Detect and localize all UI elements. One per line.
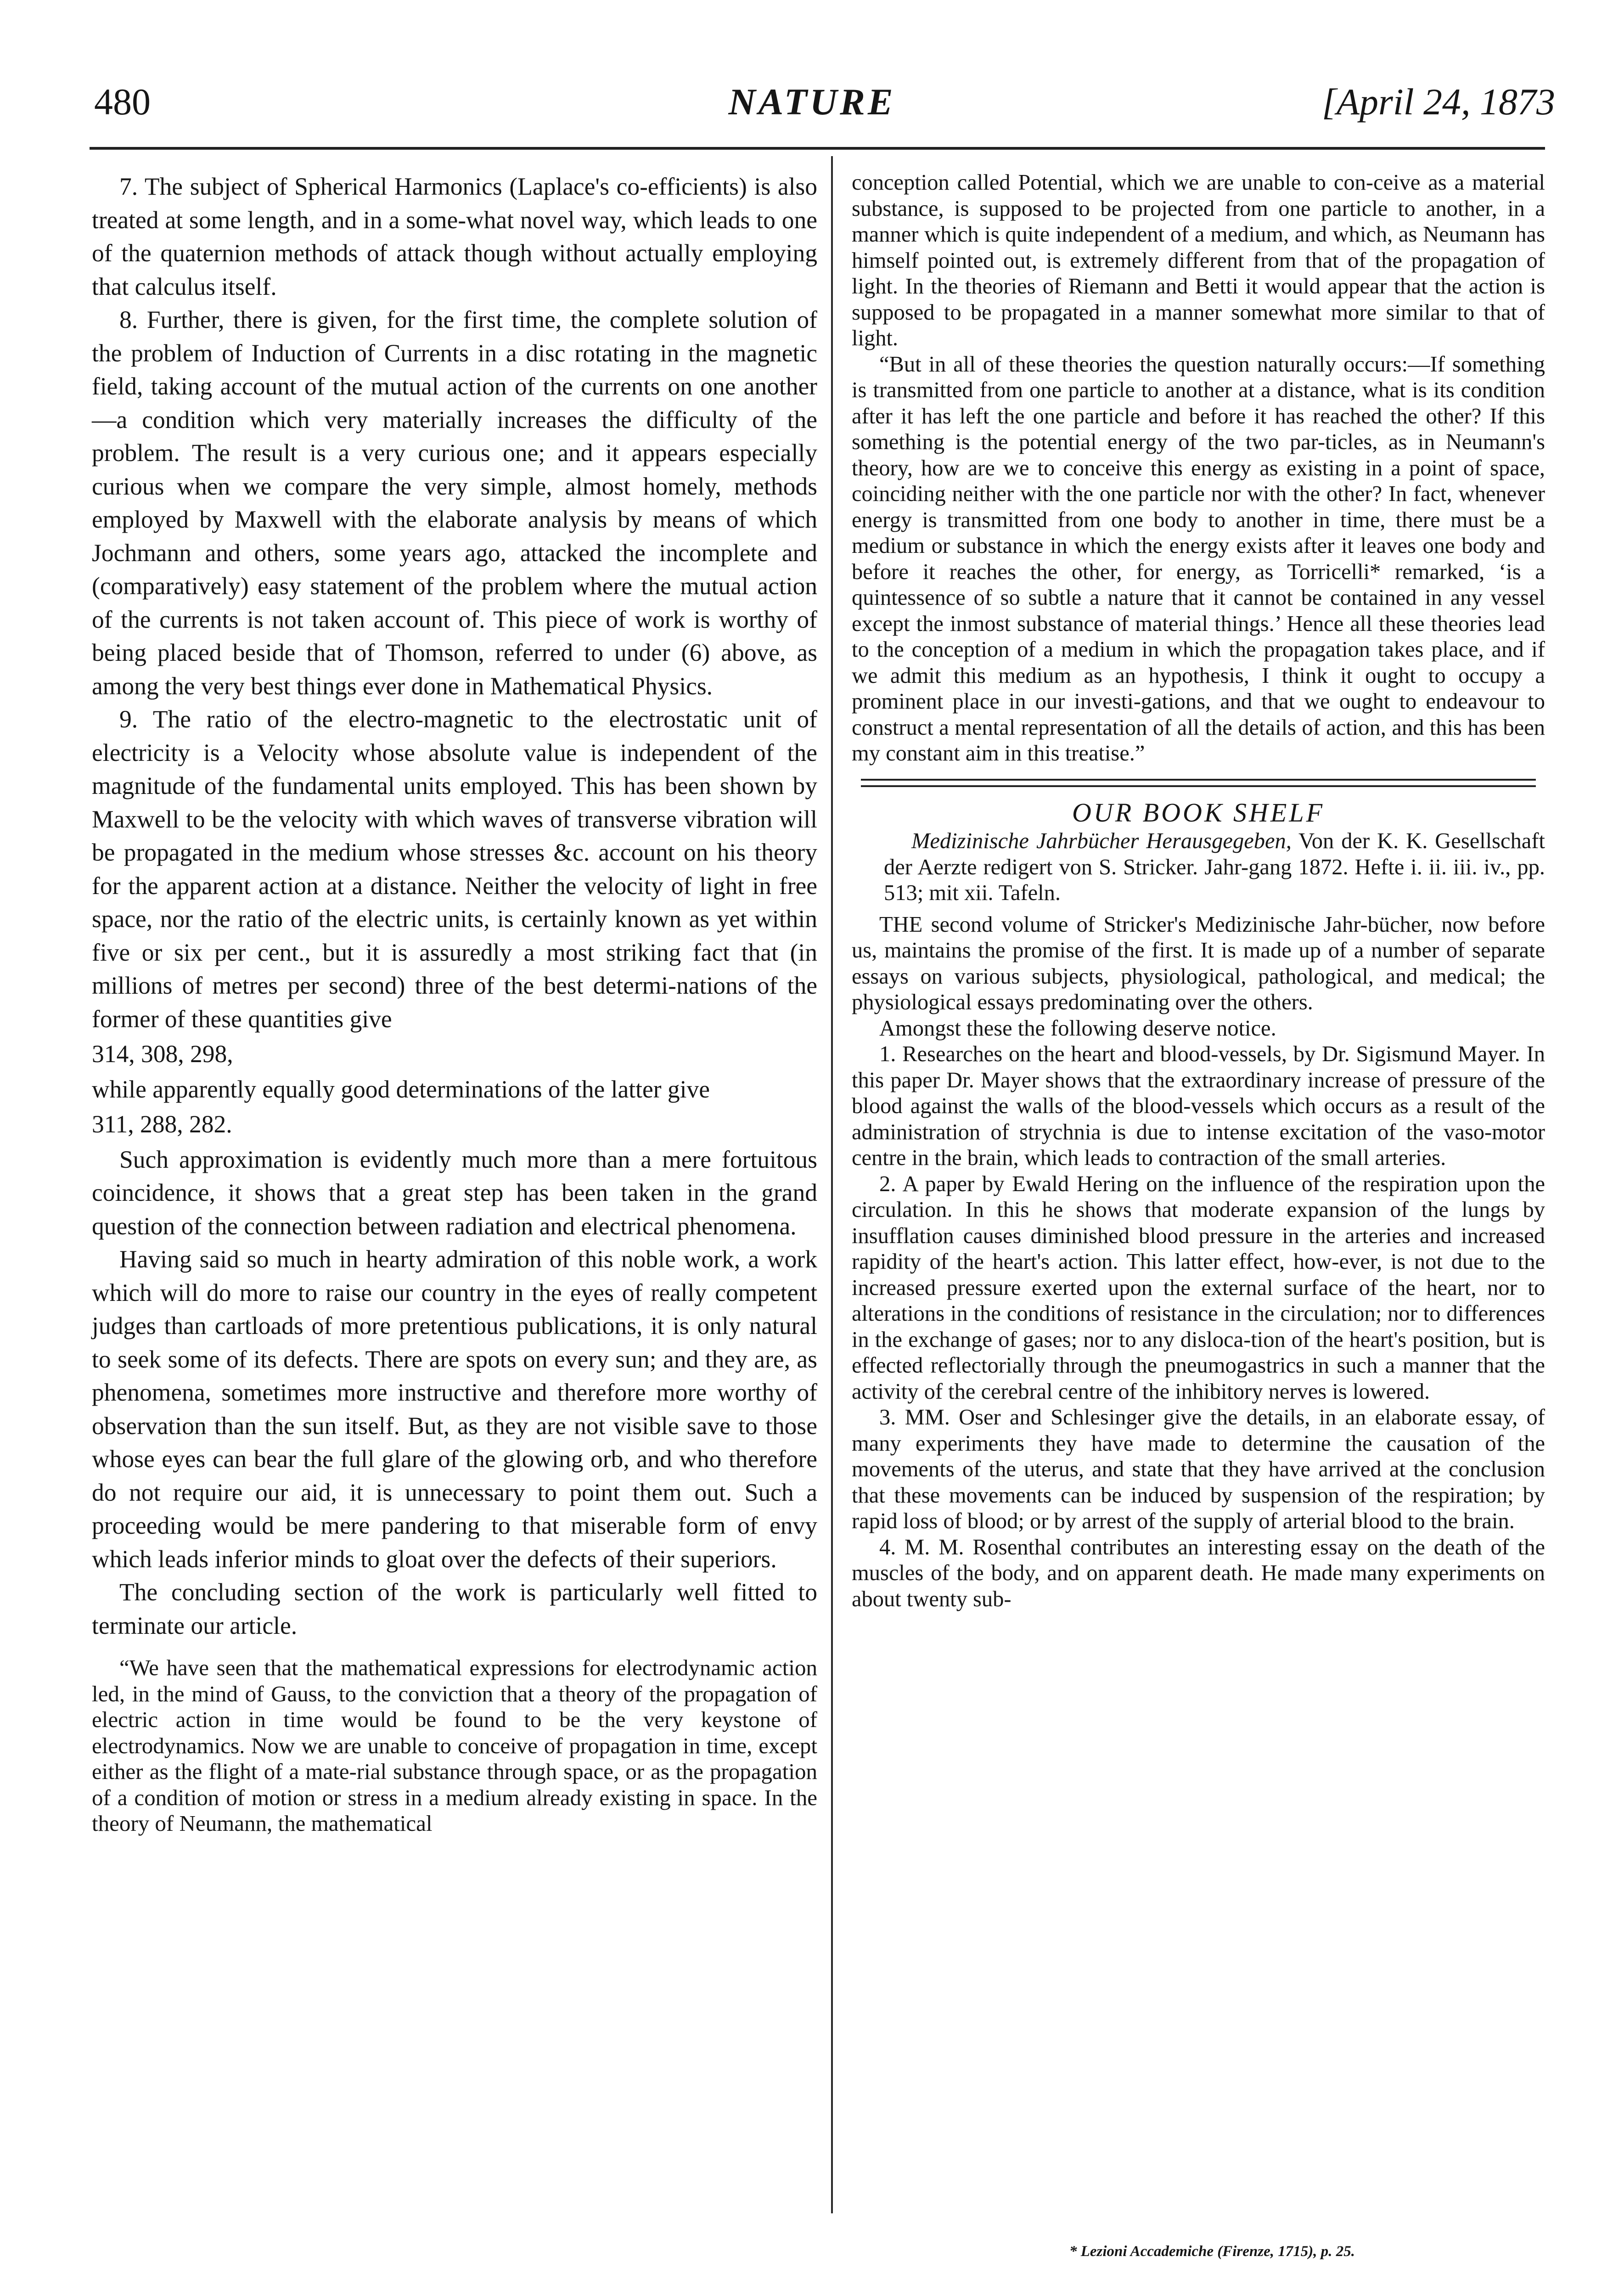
paragraph-7: 7. The subject of Spherical Harmonics (Laplace's co-efficients) is also treated at some length, and in a some-what novel way, which leads to one of the quaternion methods of attack though without actually employing that calculus itself. [92,173,817,300]
velocity-values-light: 314, 308, 298, [92,1040,233,1068]
section-title: OUR BOOK SHELF [1072,797,1325,827]
book-citation [852,828,1545,906]
section-divider [861,779,1536,787]
left-column [92,170,817,1837]
review-item-1: 1. Researches on the heart and blood-vessels, by Dr. Sigismund Mayer. In this paper Dr. Mayer shows that the extraordinary increase of pressure of the blood against the walls of the blood-vessels which occurs as a result of the administration of strychnia is due to intense excitation of the vaso-motor centre in the brain, which leads to contraction of the small arteries. [852,1042,1545,1170]
maxwell-quote-paragraph-2: “But in all of these theories the question naturally occurs:—If something is transmitted from one particle to another at a distance, what is its condition after it has left the one particle and before it has reached the other? If this something is the potential energy of the two par-ticles, as in Neumann's theory, how are we to conceive this energy as existing in a point of space, coinciding neither with the one particle nor with the other? In fact, whenever energy is transmitted from one body to another in time, there must be a medium or substance in which the energy exists after it leaves one body and before it reaches the other, for energy, as Torricelli* remarked, ‘is a quintessence of so subtle a nature that it cannot be contained in any vessel except the inmost substance of material things.’ Hence all these theories lead to the conception of a medium in which the propagation takes place, and if we admit this medium as an hypothesis, I think it ought to occupy a prominent place in our investi-gations, and that we ought to endeavour to construct a mental representation of all the details of action, and this has been my constant aim in this treatise.” [852,352,1545,765]
maxwell-quote: “We have seen that the mathematical expressions for electrodynamic action led, in the mind of Gauss, to the conviction that a theory of the propagation of electric action in time would be found to be the very keystone of electrodynamics. Now we are unable to conceive of propagation in time, except either as the flight of a mate-rial substance through space, or as the propagation of a condition of motion or stress in a medium already existing in space. In the theory of Neumann, the mathematical [92,1655,817,1836]
column-divider [831,156,833,2213]
right-column [852,170,1545,1612]
footnote: * Lezioni Accademiche (Firenze, 1715), p. 25. [1069,2243,1355,2260]
book-title: Medizinische Jahrbücher Herausgegeben, [911,829,1292,853]
header-rule [90,147,1545,150]
paragraph-concluding: The concluding section of the work is particularly well fitted to terminate our article. [92,1578,817,1639]
review-item-3: 3. MM. Oser and Schlesinger give the details, in an elaborate essay, of many experiments they have made to determine the causation of the movements of the uterus, and state that they have arrived at the conclusion that these movements can be induced by suspension of the respiration; by rapid loss of blood; or by arrest of the supply of arterial blood to the brain. [852,1405,1545,1533]
paragraph-admiration: Having said so much in hearty admiration of this noble work, a work which will do more to raise our country in the eyes of really competent judges than cartloads of more pretentious publications, it is only natural to seek some of its defects. There are spots on every sun; and they are, as phenomena, sometimes more instructive and therefore more worthy of observation than the sun itself. But, as they are not visible save to those whose eyes can bear the full glare of the glowing orb, and who therefore do not require our aid, it is unnecessary to point them out. Such a proceeding would be mere pandering to that miserable form of envy which leads inferior minds to gloat over the defects of their superiors. [92,1245,817,1573]
running-head-journal: NATURE [728,81,896,123]
paragraph-9-continued: while apparently equally good determinations of the latter give [92,1075,710,1103]
review-item-4: 4. M. M. Rosenthal contributes an interesting essay on the death of the muscles of the body, and on apparent death. He made many experiments on about twenty sub- [852,1535,1545,1611]
book-details: Von der K. K. Gesellschaft der Aerzte redigert von S. Stricker. Jahr-gang 1872. Hefte i. ii. iii. iv., pp. 513; mit xii. Tafeln. [884,829,1545,905]
review-item-2: 2. A paper by Ewald Hering on the influence of the respiration upon the circulation. In this he shows that moderate expansion of the lungs by insufflation causes diminished blood pressure in the arteries and increased rapidity of the heart's action. This latter effect, how-ever, is not due to the increased pressure exerted upon the external surface of the heart, nor to alterations in the conditions of resistance in the circulation; nor to differences in the exchange of gases; nor to any disloca-tion of the heart's position, but is effected reflectorially through the pneumogastrics in such a manner that the activity of the cerebral centre of the inhibitory nerves is lowered. [852,1171,1545,1404]
paragraph-8: 8. Further, there is given, for the first time, the complete solution of the problem of Induction of Currents in a disc rotating in the magnetic field, taking account of the mutual action of the currents on one another—a condition which very materially increases the difficulty of the problem. The result is a very curious one; and it appears especially curious when we compare the very simple, almost homely, methods employed by Maxwell with the elaborate analysis by means of which Jochmann and others, some years ago, attacked the incomplete and (comparatively) easy statement of the problem where the mutual action of the currents is not taken account of. This piece of work is worthy of being placed beside that of Thomson, referred to under (6) above, as among the very best things ever done in Mathematical Physics. [92,306,817,700]
review-intro: THE second volume of Stricker's Medizinische Jahr-bücher, now before us, maintains the promise of the first. It is made up of a number of separate essays on various subjects, physiological, pathological, and medical; the physiological essays predominating over the others. [852,912,1545,1014]
issue-date: [April 24, 1873 [1322,81,1555,123]
review-amongst: Amongst these the following deserve notice. [879,1016,1276,1041]
page-number: 480 [94,81,151,123]
maxwell-quote-continued: conception called Potential, which we are unable to con-ceive as a material substance, is supposed to be projected from one particle to another, in a manner which is quite independent of a medium, and which, as Neumann has himself pointed out, is extremely different from that of the propagation of light. In the theories of Riemann and Betti it would appear that the action is supposed to be propagated in a manner somewhat more similar to that of light. [852,170,1545,350]
paragraph-approximation: Such approximation is evidently much more than a mere fortuitous coincidence, it shows that a great step has been taken in the grand question of the connection between radiation and electrical phenomena. [92,1145,817,1240]
paragraph-9: 9. The ratio of the electro-magnetic to the electrostatic unit of electricity is a Velocity whose absolute value is independent of the magnitude of the fundamental units employed. This has been shown by Maxwell to be the velocity with which waves of transverse vibration will be propagated in the medium whose stresses &c. account on his theory for the apparent action at a distance. Neither the velocity of light in free space, nor the ratio of the electric units, is certainly known as yet within five or six per cent., but it is assuredly a most striking fact that (in millions of metres per second) three of the best determi-nations of the former of these quantities give [92,705,817,1033]
velocity-values-ratio: 311, 288, 282. [92,1110,232,1138]
